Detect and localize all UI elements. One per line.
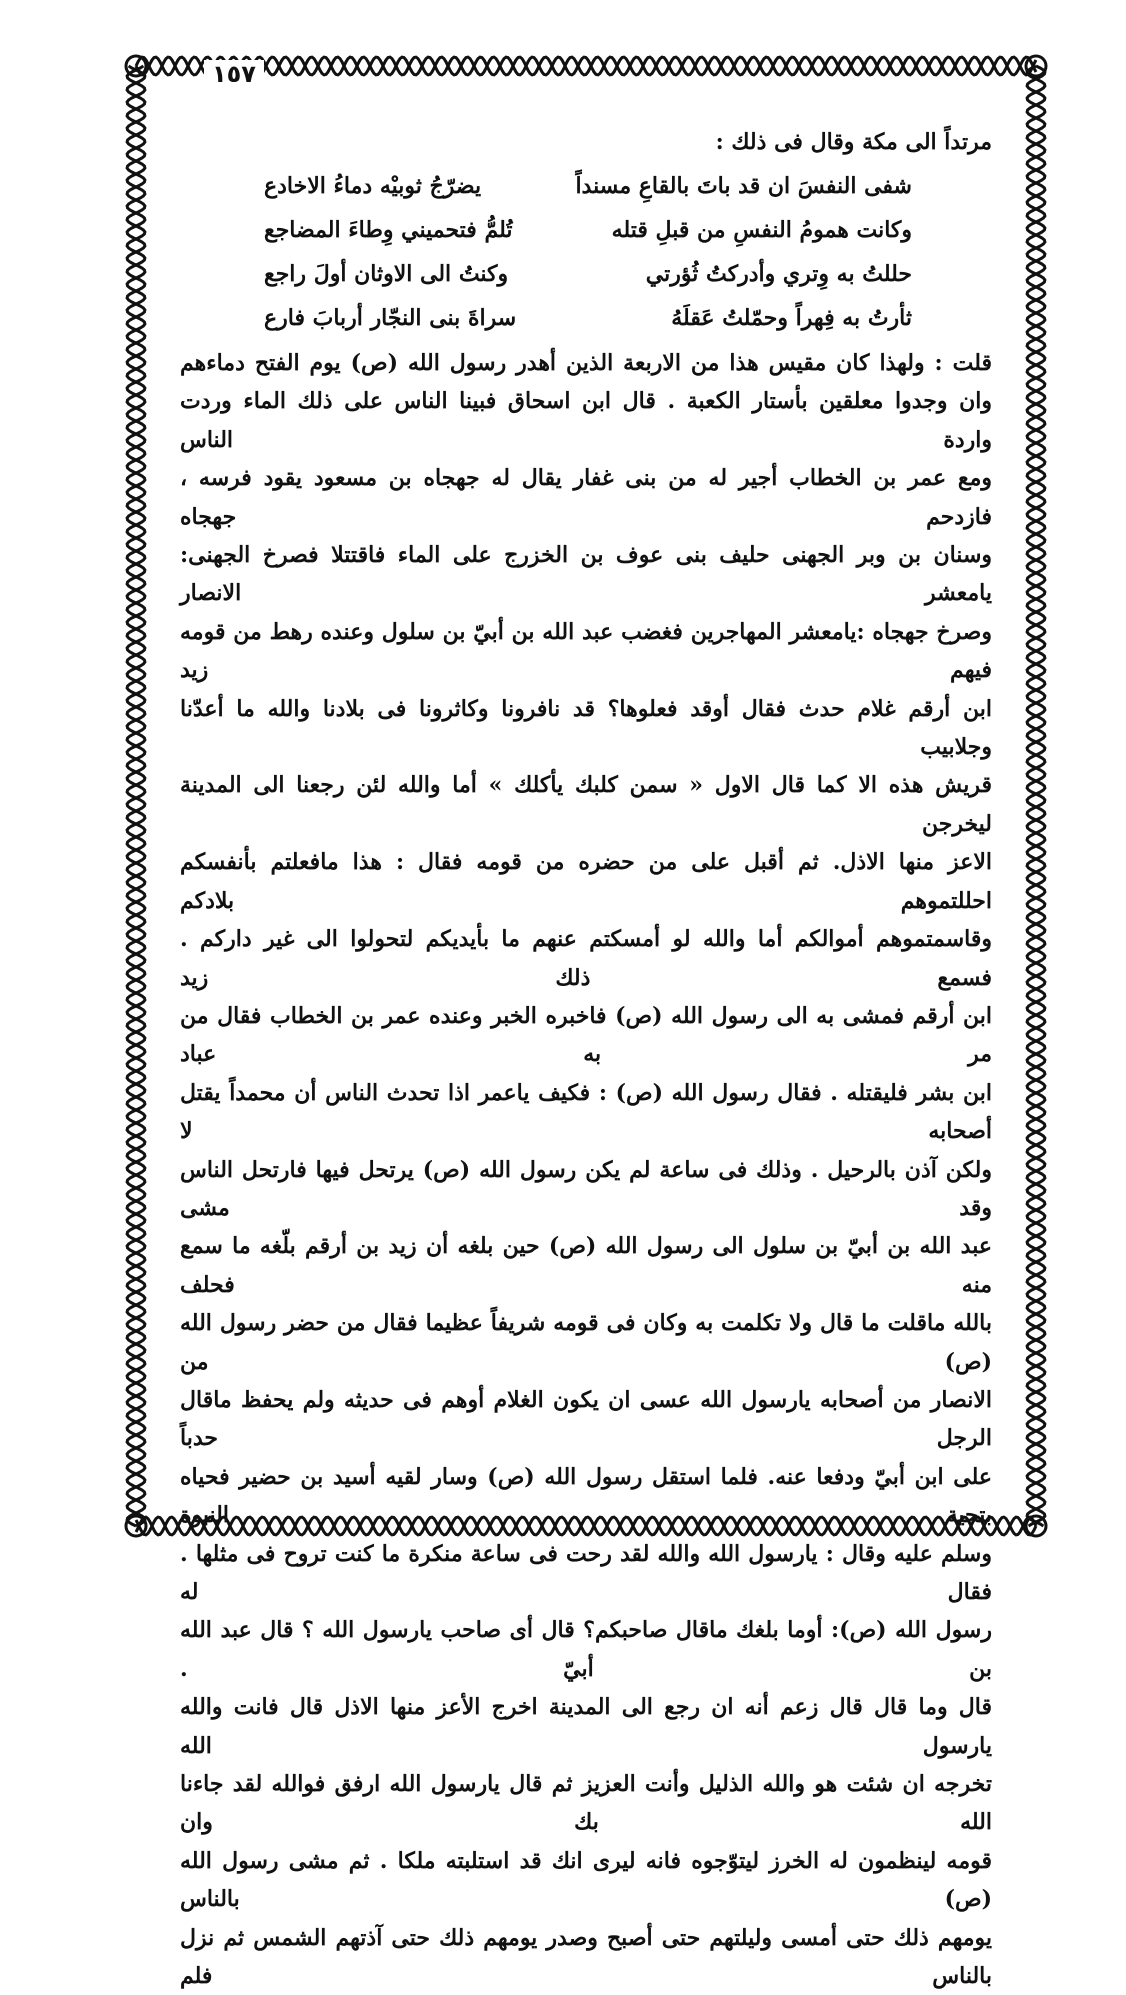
- verse-line: [264, 252, 912, 296]
- verse-first-hemistich: شفى النفسَ ان قد باتَ بالقاعِ مسنداً: [575, 173, 912, 199]
- text-line: وصرخ جهجاه :يامعشر المهاجرين فغضب عبد الله بن أبيّ بن سلول وعنده رهط من قومه فيهم زيد: [180, 618, 992, 684]
- verse-first-hemistich: وكانت همومُ النفسِ من قبلِ قتله: [611, 217, 912, 243]
- verse-line: [264, 208, 912, 252]
- verse-line: [264, 164, 912, 208]
- prose-text: [180, 344, 992, 1995]
- text-line: يومهم ذلك حتى أمسى وليلتهم حتى أصبح وصدر يومهم ذلك حتى آذتهم الشمس ثم نزل بالناس فلم: [180, 1924, 992, 1990]
- text-line: وقاسمتموهم أموالكم أما والله لو أمسكتم عنهم ما بأيديكم لتحولوا الى غير داركم . فسمع ذلك زيد: [180, 926, 992, 991]
- poem: [264, 164, 912, 340]
- text-line: تخرجه ان شئت هو والله الذليل وأنت العزيز ثم قال يارسول الله ارفق فوالله لقد جاءنا الله بك وان: [180, 1771, 992, 1836]
- verse-second-hemistich: يضرّجُ ثوبيْه دماءُ الاخادع: [264, 173, 482, 199]
- text-line: رسول الله (ص): أوما بلغك ماقال صاحبكم؟ قال أى صاحب يارسول الله ؟ قال عبد الله بن أبيّ .: [180, 1617, 992, 1682]
- text-line: ابن بشر فليقتله . فقال رسول الله (ص) : فكيف ياعمر اذا تحدث الناس أن محمداً يقتل أصحابه لا: [180, 1079, 992, 1145]
- intro-line: مرتداً الى مكة وقال فى ذلك :: [715, 129, 992, 155]
- text-line: ابن أرقم فمشى به الى رسول الله (ص) فاخبره الخبر وعنده عمر بن الخطاب فقال من مر به عباد: [180, 1002, 992, 1068]
- verse-second-hemistich: وكنتُ الى الاوثان أولَ راجع: [264, 261, 509, 287]
- text-line: قلت : ولهذا كان مقيس هذا من الاربعة الذين أهدر رسول الله (ص) يوم الفتح دماءهم: [180, 350, 992, 376]
- page-frame: [122, 52, 1050, 1990]
- text-line: الانصار من أصحابه يارسول الله عسى ان يكون الغلام أوهم فى حديثه ولم يحفظ ماقال الرجل حدباً: [180, 1386, 992, 1452]
- verse-second-hemistich: تُلمُّ فتحميني وِطاءَ المضاجع: [264, 217, 513, 243]
- page-number: ١٥٧: [204, 60, 264, 88]
- text-line: ومع عمر بن الخطاب أجير له من بنى غفار يقال له جهجاه بن مسعود يقود فرسه ، فازدحم جهجاه: [180, 465, 992, 530]
- text-line: قريش هذه الا كما قال الاول « سمن كلبك يأكلك » أما والله لئن رجعنا الى المدينة ليخرجن: [180, 772, 992, 837]
- verse-first-hemistich: ثأرتُ به فِهراً وحمّلتُ عَقلَهُ: [671, 305, 912, 331]
- text-line: بالله ماقلت ما قال ولا تكلمت به وكان فى قومه شريفاً عظيما فقال من حضر رسول الله (ص) من: [180, 1310, 992, 1375]
- text-line: وان وجدوا معلقين بأستار الكعبة . قال ابن اسحاق فبينا الناس على ذلك الماء وردت واردة الناس: [180, 388, 992, 453]
- text-line: عبد الله بن أبيّ بن سلول الى رسول الله (ص) حين بلغه أن زيد بن أرقم بلّغه ما سمع منه فحلف: [180, 1233, 992, 1298]
- verse-line: [264, 296, 912, 340]
- text-line: وسنان بن وبر الجهنى حليف بنى عوف بن الخزرج على الماء فاقتتلا فصرخ الجهنى: يامعشر الانصار: [180, 542, 992, 607]
- text-line: قومه لينظمون له الخرز ليتوّجوه فانه ليرى انك قد استلبته ملكا . ثم مشى رسول الله (ص) بالناس: [180, 1847, 992, 1913]
- verse-first-hemistich: حللتُ به وِتري وأدركتُ ثُؤرتي: [645, 261, 912, 287]
- verse-second-hemistich: سراةَ بنى النجّار أربابَ فارع: [264, 305, 517, 331]
- page-body: [180, 124, 992, 1990]
- text-line: على ابن أبيّ ودفعا عنه. فلما استقل رسول الله (ص) وسار لقيه أسيد بن حضير فحياه بتحية النبوة: [180, 1463, 992, 1529]
- text-line: ابن أرقم غلام حدث فقال أوقد فعلوها؟ قد نافرونا وكاثرونا فى بلادنا والله ما أعدّنا وجلابيب: [180, 695, 992, 761]
- text-line: قال وما قال قال زعم أنه ان رجع الى المدينة اخرج الأعز منها الاذل قال فانت والله يارسول الله: [180, 1694, 992, 1759]
- text-line: وسلم عليه وقال : يارسول الله والله لقد رحت فى ساعة منكرة ما كنت تروح فى مثلها . فقال له: [180, 1540, 992, 1605]
- text-line: ولكن آذن بالرحيل . وذلك فى ساعة لم يكن رسول الله (ص) يرتحل فيها فارتحل الناس وقد مشى: [180, 1156, 992, 1221]
- text-line: الاعز منها الاذل. ثم أقبل على من حضره من قومه فقال : هذا مافعلتم بأنفسكم احللتموهم بلادكم: [180, 849, 992, 914]
